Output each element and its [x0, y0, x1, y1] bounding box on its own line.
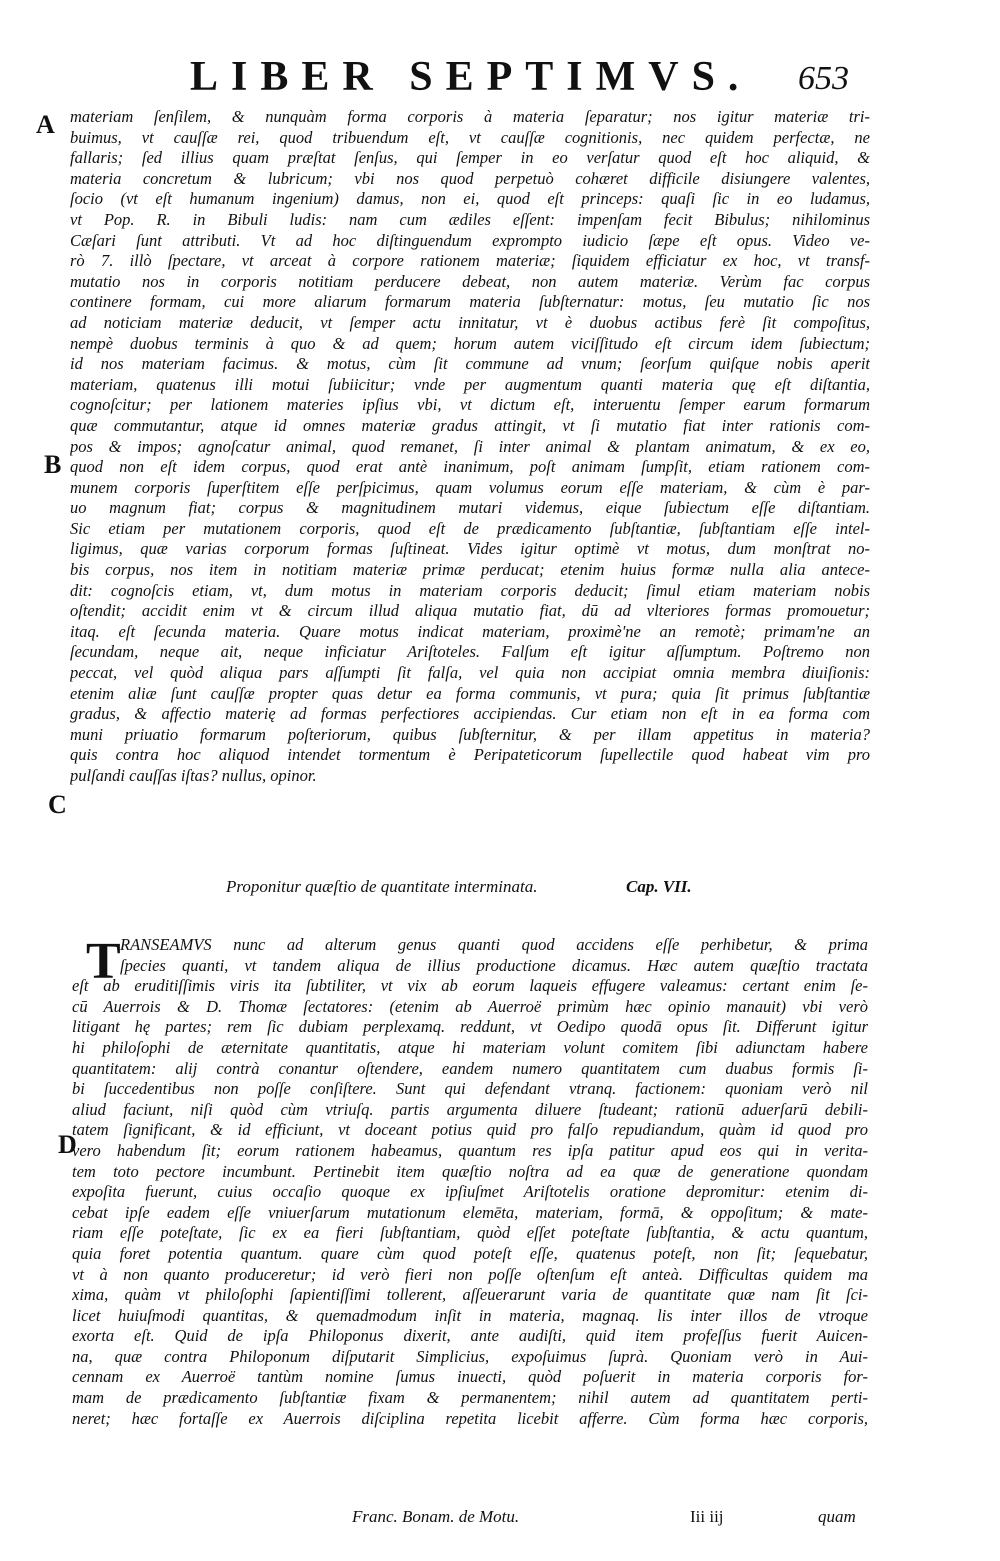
text-line: ſocio (vt eſt humanum ingenium) damus, non ei, quod eſt princeps: quaſi ſic in eo ludamus,	[70, 189, 870, 209]
text-line: materiam ſenſilem, & nunquàm forma corporis à materia ſeparatur; nos igitur materiæ tri-	[70, 107, 870, 126]
text-line: uo magnum fiat; corpus & magnitudinem mutari videmus, eique ſubiectum eſſe diſtantiam.	[70, 498, 870, 518]
text-line: riam eſſe poteſtate, ſic ex ea fieri ſubſtantiam, quòd eſſet poteſtate ſubſtantia, & actu quantum,	[72, 1223, 868, 1243]
text-section-1	[70, 107, 870, 787]
text-line: licet huiuſmodi quantitas, & quemadmodum inſit in materia, magnaq. lis inter illos de vtroque	[72, 1305, 868, 1325]
text-line: cū Auerrois & D. Thomæ ſectatores: (etenim ab Auerroë primùm hæc opinio manauit) vbi verò	[72, 996, 868, 1016]
text-line: materiam, quatenus illi motui ſubiicitur; vnde per augmentum quanti materia quę eſt diſtantia,	[70, 374, 870, 394]
drop-cap: T	[86, 933, 121, 990]
margin-letter-b: B	[44, 450, 62, 479]
text-line: mutatio nos in corporis notitiam perducere debeat, non autem materiæ. Verùm fac corpus	[70, 271, 870, 291]
text-line: itaq. eſt ſecunda materia. Quare motus indicat materiam, proximè'ne an remotè; primam'ne an	[70, 621, 870, 641]
printer-signature: Franc. Bonam. de Motu.	[352, 1507, 520, 1526]
chapter-title: Proponitur quæſtio de quantitate interminata.	[226, 877, 538, 896]
text-line: Cæſari ſunt attributi. Vt ad hoc diſtinguendum exprompto iudicio ſæpe eſt opus. Video ve-	[70, 230, 870, 250]
text-line: ſpecies quanti, vt tandem aliqua de illius productione dicamus. Hæc autem quæſtio tractata	[120, 955, 868, 975]
text-line: Sic etiam per mutationem corporis, quod eſt de prædicamento ſubſtantiæ, ſubſtantiam eſſe intel-	[70, 518, 870, 538]
text-line: cognoſcitur; per lationem materies ipſius vbi, vt dictum eſt, interuentu ſemper earum formarum	[70, 395, 870, 415]
text-line: gradus, & affectio materię ad formas perfectiores accipiendas. Cur etiam non eſt in ea forma com	[70, 704, 870, 724]
text-line: peccat, vel quòd aliqua pars aſſumpti ſit falſa, vel quia non accipiat omnia membra diuiſionis:	[70, 663, 870, 683]
text-line: continere formam, cui more aliarum formarum materia ſubſternatur: motus, ſeu mutatio ſic nos	[70, 292, 870, 312]
text-line: RANSEAMVS nunc ad alterum genus quanti quod accidens eſſe perhibetur, & prima	[120, 935, 868, 954]
text-line: vt Pop. R. in Bibuli ludis: nam cum ædiles eſſent: impenſam fecit Bibulus; nihilominus	[70, 209, 870, 229]
text-line: buimus, vt cauſſæ rei, quod tribuendum eſt, vt cauſſæ cognitionis, nec quidem perfectæ, ne	[70, 127, 870, 147]
text-line: quæ commutantur, atque id omnes materiæ gradus attingit, vt ſi mutatio fiat inter rationis com-	[70, 415, 870, 435]
chapter-label: Cap. VII.	[626, 877, 692, 896]
text-line: aliud faciunt, niſi quòd cùm vtriuſq. partis argumenta diluere ſtudeant; rationū aduerſarū debili-	[72, 1099, 868, 1119]
text-line: rò 7. illò ſpectare, vt arceat à corpore rationem materiæ; ſiquidem efficiatur ex hoc, vt transf-	[70, 251, 870, 271]
text-line	[72, 1450, 868, 1471]
margin-letter-a: A	[36, 110, 55, 139]
catchword: quam	[818, 1507, 856, 1526]
text-line: vero habendum ſit; eorum rationem habeamus, quantum res ipſa patitur apud eos qui in verita-	[72, 1140, 868, 1160]
page-footer	[0, 1506, 1000, 1530]
text-line: pos & impos; agnoſcatur animal, quod remanet, ſi inter animal & plantam animatum, & ex eo,	[70, 436, 870, 456]
text-line: muni priuatio formarum poſteriorum, quibus ſubſternitur, & per illam appetitus in materia?	[70, 724, 870, 744]
text-line: nempè duobus terminis à quo & ad quem; horum autem viciſſitudo eſt circum idem ſubiectum;	[70, 333, 870, 353]
text-line: quod non eſt idem corpus, quod erat antè inanimum, poſt animam ſumpſit, etiam rationem com-	[70, 457, 870, 477]
text-line: materia concretum & lubricum; vbi nos quod perpetuò cohæret difficile disiungere valentes,	[70, 168, 870, 188]
margin-letter-d: D	[58, 1130, 77, 1159]
signature-mark: Iii iij	[690, 1507, 724, 1526]
text-line: cennam ex Auerroë tantùm nomine ſumus inuecti, quòd poſuerit in materia corporis for-	[72, 1367, 868, 1387]
text-line: bi ſuccedentibus non poſſe conſiſtere. Sunt qui defendant vtranq. factionem: quoniam verò nil	[72, 1079, 868, 1099]
text-line: hi philoſophi de æternitate quantitatis, atque hi materiam volunt comitem ſibi adiunctam habere	[72, 1037, 868, 1057]
text-line: fallaris; ſed illius quam præſtat ſenſus, qui ſemper in eo verſatur quod eſt hoc aliquid, &	[70, 148, 870, 168]
text-line: quia foret potentia quantum. quare cùm quod poteſt eſſe, quatenus poteſt, non ſit; ſequebatur,	[72, 1243, 868, 1263]
text-line: cebat ipſe eadem eſſe vniuerſarum mutationum elemēta, materiam, formā, & oppoſitum; & mate-	[72, 1202, 868, 1222]
text-line: oſtendit; accidit enim vt & circum illud aliqua mutatio fiat, dū ad vlteriores formas promouetur;	[70, 601, 870, 621]
text-line: tem toto pectore incumbunt. Pertinebit item quæſtio noſtra ad ea quæ de generatione quondam	[72, 1161, 868, 1181]
text-line: vt à non quanto produceretur; id verò fieri non poſſe oſtenſum eſt anteà. Difficultas quidem ma	[72, 1264, 868, 1284]
text-line: eſt ab eruditiſſimis viris ita ſubtiliter, vt vix ab eorum laqueis effugere valeamus: certant enim ſe-	[72, 976, 868, 996]
text-line: litigant hę partes; rem ſic dubiam perplexamq. reddunt, vt Oedipo quodā opus ſit. Differunt igitur	[72, 1017, 868, 1037]
text-line: dit: cognoſcis etiam, vt, dum motus in materiam corporis deducit; ſimul etiam materiam nobis	[70, 580, 870, 600]
running-head	[0, 52, 1000, 102]
text-line: quantitatem: alij contrà conantur oſtendere, eandem numero quantitatem cum duabus formis ſi-	[72, 1058, 868, 1078]
text-section-2	[72, 935, 868, 1470]
text-line: na, quæ contra Philoponum diſputarit Simplicius, expoſuimus ſuprà. Quoniam verò in Aui-	[72, 1346, 868, 1366]
text-line: neret; hæc fortaſſe ex Auerrois diſciplina repetita licebit afferre. Cùm forma hæc corporis,	[72, 1408, 868, 1428]
text-line: exorta eſt. Quid de ipſa Philoponus dixerit, ante audiſti, quid item profeſſus fuerit Auicen-	[72, 1326, 868, 1346]
text-line: mam de prædicamento ſubſtantiæ fixam & permanentem; nihil autem ad quantitatem perti-	[72, 1388, 868, 1408]
text-line: quis contra hoc aliquod intendet tormentum è Peripateticorum ſupellectile quod habeat vim pro	[70, 745, 870, 765]
text-line: id nos materiam facimus. & motus, cùm ſit commune ad vnum; ſeorſum quiſque nobis aperit	[70, 354, 870, 374]
text-line: expoſita fuerunt, cuius occaſio quoque ex ipſiuſmet Ariſtotelis oratione depromitur: etenim di-	[72, 1182, 868, 1202]
text-line: ligimus, quæ varias corporum formas ſuſtineat. Vides igitur optimè vt motus, dum monſtrat no-	[70, 539, 870, 559]
text-line: pulſandi cauſſas iſtas? nullus, opinor.	[70, 766, 317, 785]
text-line: bis corpus, nos item in notitiam materiæ primæ perducat; etenim huius formæ nulla alia antece-	[70, 560, 870, 580]
text-line: munem corporis ſuperſtitem eſſe perſpicimus, quam volumus eorum eſſe materiam, & cùm è par-	[70, 477, 870, 497]
running-title: LIBER SEPTIMVS.	[190, 54, 752, 100]
text-line: etenim aliæ ſunt cauſſæ propter quas detur ea forma communis, vt pura; quia ſit primus ſubſtantiæ	[70, 683, 870, 703]
text-line: tatem ſignificant, & id efficiunt, vt doceant potius quid pro falſo repudiandum, quàm id quod pro	[72, 1120, 868, 1140]
text-line: xima, quàm vt philoſophi ſapientiſſimi tollerent, aſſeuerarunt varia de quantitate quæ nam ſit ſci-	[72, 1285, 868, 1305]
margin-letter-c: C	[48, 790, 67, 819]
text-line: ſecundam, neque ait, neque inficiatur Ariſtoteles. Falſum eſt igitur aſſumptum. Poſtremo non	[70, 642, 870, 662]
chapter-heading	[226, 876, 766, 898]
text-line	[72, 1429, 868, 1450]
page-number: 653	[798, 60, 849, 97]
text-line: ad noticiam materiæ deducit, vt ſemper actu innitatur, vt è duobus actibus ferè ſit compoſitus,	[70, 312, 870, 332]
